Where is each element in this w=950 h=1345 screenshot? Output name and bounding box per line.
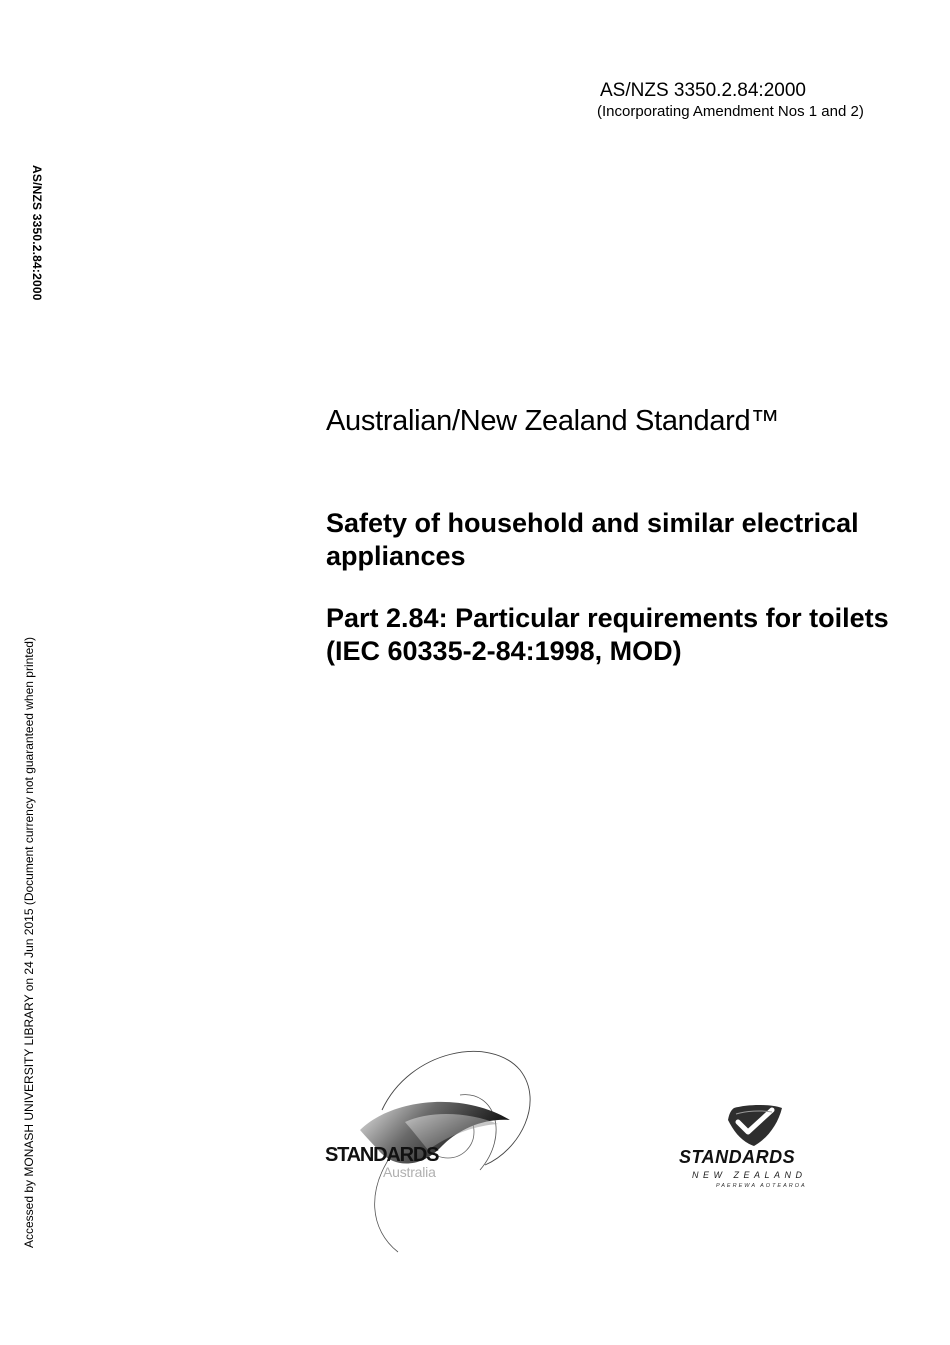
standard-type: Australian/New Zealand Standard™ — [326, 405, 780, 437]
standards-new-zealand-logo — [676, 1102, 836, 1197]
standard-code: AS/NZS 3350.2.84:2000 — [600, 80, 806, 101]
standards-australia-logo — [320, 1040, 550, 1260]
side-access-note: Accessed by MONASH UNIVERSITY LIBRARY on 24 Jun 2015 (Document currency not guaranteed when printed) — [22, 637, 36, 1248]
side-standard-code: AS/NZS 3350.2.84:2000 — [30, 165, 44, 301]
amendment-note: (Incorporating Amendment Nos 1 and 2) — [597, 103, 864, 120]
standards-australia-word: STANDARDS — [325, 1144, 439, 1166]
standards-nz-sub: NEW ZEALAND — [692, 1170, 807, 1180]
checkmark-shield-icon — [676, 1102, 836, 1150]
document-title: Safety of household and similar electrical appliances — [326, 508, 859, 571]
standards-australia-sub: Australia — [383, 1164, 436, 1180]
part-line-2: (IEC 60335-2-84:1998, MOD) — [326, 636, 682, 666]
part-line-1: Part 2.84: Particular requirements for toilets — [326, 603, 889, 633]
standards-nz-sub2: PAEREWA AOTEAROA — [716, 1183, 807, 1189]
part-heading — [326, 602, 906, 668]
standards-nz-word: STANDARDS — [679, 1147, 796, 1167]
